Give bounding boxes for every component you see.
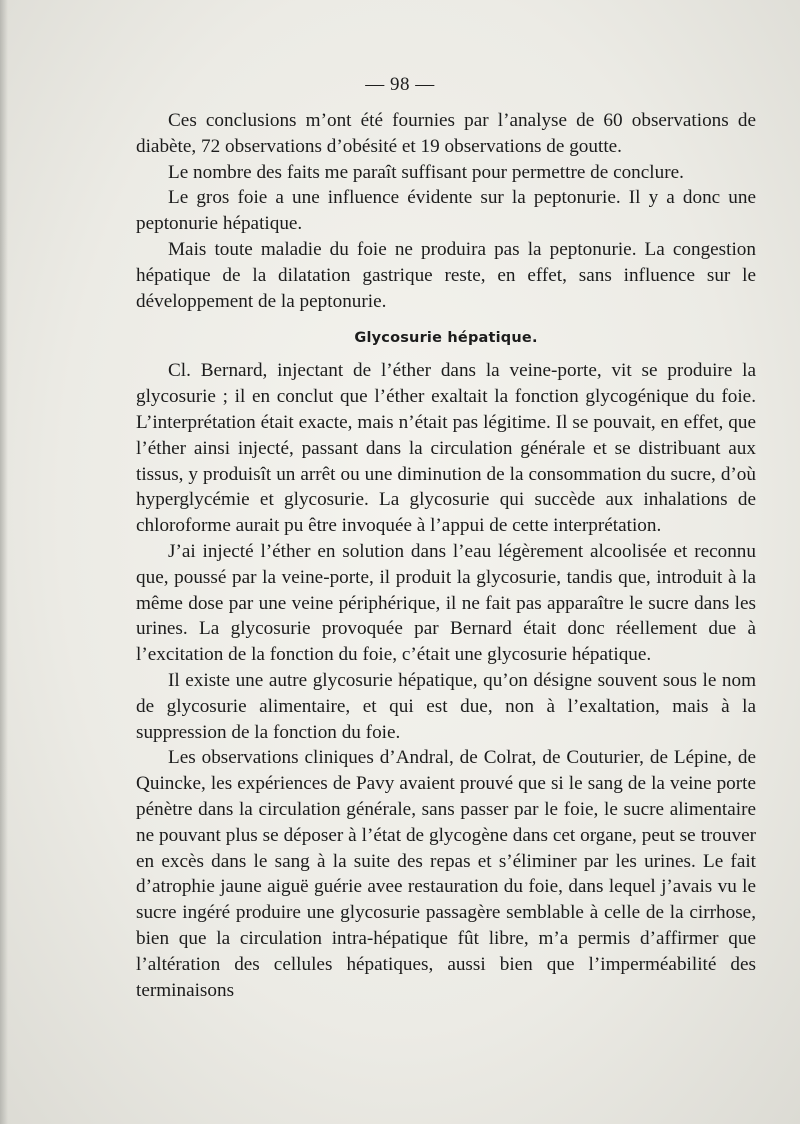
page-left-edge-shadow	[0, 0, 8, 1124]
body-text	[136, 108, 756, 1003]
section-heading: Glycosurie hépatique.	[354, 330, 538, 347]
paragraph-nombre-des-faits: Le nombre des faits me paraît suffisant pour permettre de conclure.	[168, 161, 684, 183]
page-number: — 98 —	[365, 74, 435, 95]
paragraph-ether-injecte: J’ai injecté l’éther en solution dans l’eau légèrement alcoolisée et reconnu que, poussé par la veine-porte, il produit la glycosurie, tandis que, introduit à la même dose par une veine périphérique, il ne fait pas apparaître le sucre dans les urines. La glycosurie provoquée par Bernard était donc réellement due à l’excitation de la fonction du foie, c’était une glycosurie hépatique.	[136, 540, 756, 666]
paragraph-gros-foie: Le gros foie a une influence évidente sur la peptonurie. Il y a donc une peptonurie hépatique.	[136, 187, 756, 235]
paragraph-autre-glycosurie: Il existe une autre glycosurie hépatique, qu’on désigne souvent sous le nom de glycosurie alimentaire, et qui est due, non à l’exaltation, mais à la suppression de la fonction du foie.	[136, 669, 756, 743]
paragraph-observations-cliniques: Les observations cliniques d’Andral, de Colrat, de Couturier, de Lépine, de Quincke, les expériences de Pavy avaient prouvé que si le sang de la veine porte pénètre dans la circulation générale, sans passer par le foie, le sucre alimentaire ne pouvant plus se déposer à l’état de glycogène dans cet organe, peut se trouver en excès dans le sang à la suite des repas et s’éliminer par les urines. Le fait d’atrophie jaune aiguë guérie avee restauration du foie, dans lequel j’avais vu le sucre ingéré produire une glycosurie passagère semblable à celle de la cirrhose, bien que la circulation intra-hépatique fût libre, m’a permis d’affirmer que l’altération des cellules hépatiques, aussi bien que l’imperméabilité des terminaisons	[136, 747, 756, 1001]
paragraph-conclusions: Ces conclusions m’ont été fournies par l’analyse de 60 observations de diabète, 72 observations d’obésité et 19 observations de goutte.	[136, 110, 756, 157]
paragraph-bernard: Cl. Bernard, injectant de l’éther dans la veine-porte, vit se produire la glycosurie ; il en conclut que l’éther exaltait la fonction glycogénique du foie. L’interprétation était exacte, mais n’était pas légitime. Il se pouvait, en effet, que l’éther ainsi injecté, passant dans la circulation générale et se distribuant aux tissus, y produisît un arrêt ou une diminution de la consommation du sucre, d’où hyperglycémie et glycosurie. La glycosurie qui succède aux inhalations de chloroforme aurait pu être invoquée à l’appui de cette interprétation.	[136, 360, 756, 537]
paragraph-maladie-du-foie: Mais toute maladie du foie ne produira pas la peptonurie. La congestion hépatique de la dilatation gastrique reste, en effet, sans influence sur le développement de la peptonurie.	[136, 238, 756, 312]
